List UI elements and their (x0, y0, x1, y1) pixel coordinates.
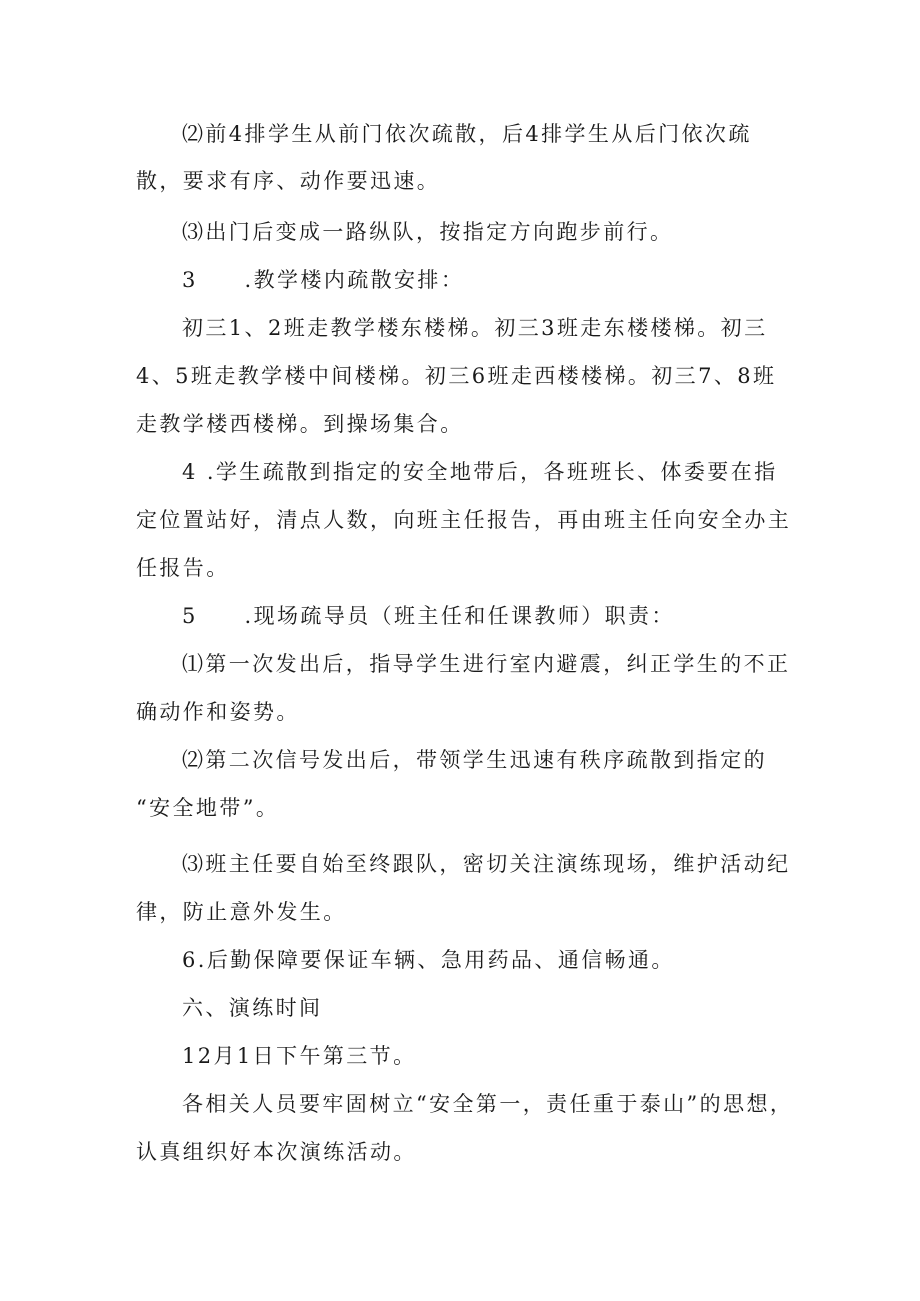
text-line: 认真组织好本次演练活动。 (136, 1140, 417, 1164)
text-line: 各相关人员要牢固树立“安全第一，责任重于泰山”的思想， (182, 1092, 794, 1116)
text-line: 任报告。 (136, 556, 230, 580)
text-line: 4、5班走教学楼中间楼梯。初三6班走西楼楼梯。初三7、8班 (136, 364, 777, 388)
section-heading: 3 .教学楼内疏散安排： (182, 268, 465, 292)
text-line: 走教学楼西楼梯。到操场集合。 (136, 412, 464, 436)
text-line: ⑶出门后变成一路纵队，按指定方向跑步前行。 (182, 220, 674, 244)
text-line: 律，防止意外发生。 (136, 900, 347, 924)
text-line: ⑶班主任要自始至终跟队，密切关注演练现场，维护活动纪 (182, 852, 791, 876)
text-line: ⑵第二次信号发出后，带领学生迅速有秩序疏散到指定的 (182, 748, 767, 772)
text-line: 散，要求有序、动作要迅速。 (136, 169, 441, 193)
text-line: 确动作和姿势。 (136, 700, 300, 724)
section-heading: 六、演练时间 (182, 996, 323, 1020)
text-line: 12月1日下午第三节。 (182, 1044, 417, 1068)
text-line: 6.后勤保障要保证车辆、急用药品、通信畅通。 (182, 948, 675, 972)
section-heading: 5 .现场疏导员（班主任和任课教师）职责： (182, 604, 675, 628)
text-line: 初三1、2班走教学楼东楼梯。初三3班走东楼楼梯。初三 (182, 316, 768, 340)
text-line: 4 .学生疏散到指定的安全地带后，各班班长、体委要在指 (182, 460, 778, 484)
text-line: “安全地带”。 (136, 796, 280, 820)
text-line: 定位置站好，清点人数，向班主任报告，再由班主任向安全办主 (136, 508, 792, 532)
text-line: ⑴第一次发出后，指导学生进行室内避震，纠正学生的不正 (182, 652, 791, 676)
text-line: ⑵前4排学生从前门依次疏散，后4排学生从后门依次疏 (182, 122, 752, 146)
